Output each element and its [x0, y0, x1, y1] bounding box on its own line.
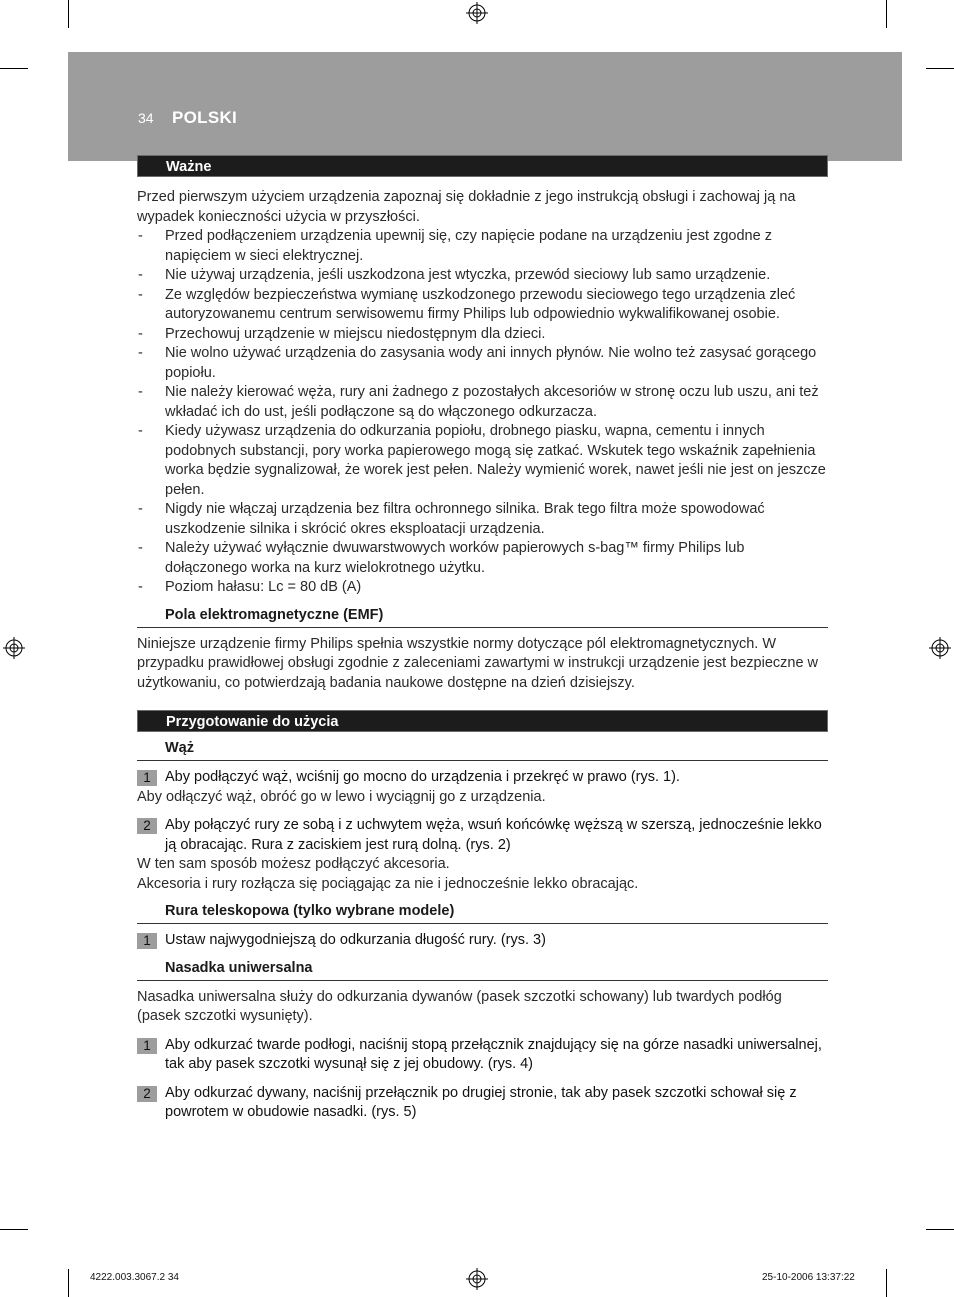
step-text: Aby odkurzać twarde podłogi, naciśnij stopą przełącznik znajdujący się na górze nasadki uniwersalnej, tak aby pasek szczotki wysunął się z jej obudowy. (rys. 4) — [165, 1036, 822, 1072]
list-item: - Nigdy nie włączaj urządzenia bez filtra ochronnego silnika. Brak tego filtra może spowodować uszkodzenie silnika i skrócić okres eksploatacji urządzenia. — [137, 500, 828, 539]
list-item: - Nie używaj urządzenia, jeśli uszkodzona jest wtyczka, przewód sieciowy lub samo urządzenie. — [137, 266, 828, 286]
step-note: Aby odłączyć wąż, obróć go w lewo i wyciągnij go z urządzenia. — [137, 788, 546, 805]
step-text: Aby odkurzać dywany, naciśnij przełącznik po drugiej stronie, tak aby pasek szczotki schował się z powrotem w obudowie nasadki. (rys. 5) — [165, 1084, 797, 1120]
crop-mark — [926, 68, 954, 69]
registration-mark-icon — [929, 637, 951, 659]
page-content — [137, 155, 828, 1123]
step-number: 1 — [137, 770, 157, 786]
list-item: - Ze względów bezpieczeństwa wymianę uszkodzonego przewodu sieciowego tego urządzenia zleć autoryzowanemu centrum serwisowemu firmy Philips lub odpowiednio wykwalifikowanej osobie. — [137, 286, 828, 325]
emf-text: Niniejsze urządzenie firmy Philips spełnia wszystkie normy dotyczące pól elektromagnetycznych. W przypadku prawidłowej obsługi zgodnie z zaleceniami zawartymi w instrukcji urządzenie jest bezpieczne w użytkowaniu, co potwierdzają badania naukowe dostępne na dzień dzisiejszy. — [137, 635, 819, 691]
header-band — [68, 52, 902, 161]
list-item: - Poziom hałasu: Lc = 80 dB (A) — [137, 578, 828, 598]
crop-mark — [886, 0, 887, 28]
wazne-bullet-list — [137, 227, 828, 598]
crop-mark — [68, 1269, 69, 1297]
list-item: - Przechowuj urządzenie w miejscu niedostępnym dla dzieci. — [137, 325, 828, 345]
step-note: Akcesoria i rury rozłącza się pociągając za nie i jednocześnie lekko obracając. — [137, 875, 639, 892]
subsection-title-rura: Rura teleskopowa (tylko wybrane modele) — [137, 902, 828, 924]
step-item — [137, 816, 828, 855]
step-item — [137, 931, 828, 951]
wazne-intro: Przed pierwszym użyciem urządzenia zapoznaj się dokładnie z jego instrukcją obsługi i zachowaj ją na wypadek konieczności użycia w przyszłości. — [137, 189, 796, 225]
step-number: 2 — [137, 818, 157, 834]
section-title-wazne: Ważne — [137, 155, 828, 177]
list-item: - Nie wolno używać urządzenia do zasysania wody ani innych płynów. Nie wolno też zasysać gorącego popiołu. — [137, 344, 828, 383]
subsection-title-nasadka: Nasadka uniwersalna — [137, 959, 828, 981]
crop-mark — [68, 0, 69, 28]
language-label: POLSKI — [172, 108, 238, 127]
nasadka-text: Nasadka uniwersalna służy do odkurzania dywanów (pasek szczotki schowany) lub twardych podłóg (pasek szczotki wysunięty). — [137, 988, 782, 1024]
registration-mark-icon — [3, 637, 25, 659]
crop-mark — [926, 1229, 954, 1230]
crop-mark — [886, 1269, 887, 1297]
list-item: - Nie należy kierować węża, rury ani żadnego z pozostałych akcesoriów w stronę oczu lub uszu, ani też wkładać ich do ust, jeśli podłączone są do włączonego odkurzacza. — [137, 383, 828, 422]
subsection-title-emf: Pola elektromagnetyczne (EMF) — [137, 606, 828, 628]
step-text: Aby podłączyć wąż, wciśnij go mocno do urządzenia i przekręć w prawo (rys. 1). — [165, 769, 680, 785]
list-item: - Przed podłączeniem urządzenia upewnij się, czy napięcie podane na urządzeniu jest zgodne z napięciem w sieci elektrycznej. — [137, 227, 828, 266]
step-number: 1 — [137, 1038, 157, 1054]
step-item — [137, 768, 828, 788]
footer-timestamp: 25-10-2006 13:37:22 — [762, 1272, 855, 1283]
list-item: - Należy używać wyłącznie dwuwarstwowych worków papierowych s-bag™ firmy Philips lub dołączonego worka na kurz wielokrotnego użytku. — [137, 539, 828, 578]
crop-mark — [0, 1229, 28, 1230]
page-number: 34 — [138, 110, 154, 126]
crop-mark — [0, 68, 28, 69]
section-title-przygotowanie: Przygotowanie do użycia — [137, 710, 828, 732]
step-text: Aby połączyć rury ze sobą i z uchwytem węża, wsuń końcówkę węższą w szerszą, jednocześnie lekko ją obracając. Rura z zaciskiem jest rurą dolną. (rys. 2) — [165, 817, 822, 853]
step-text: Ustaw najwygodniejszą do odkurzania długość rury. (rys. 3) — [165, 932, 546, 948]
step-item — [137, 1084, 828, 1123]
registration-mark-icon — [466, 2, 488, 24]
footer-doc-id: 4222.003.3067.2 34 — [90, 1272, 179, 1283]
step-number: 1 — [137, 933, 157, 949]
list-item: - Kiedy używasz urządzenia do odkurzania popiołu, drobnego piasku, wapna, cementu i innych podobnych substancji, pory worka papierowego mogą się zatkać. Wskutek tego wskaźnik zapełnienia worka będzie sygnalizował, że worek jest pełen. Należy wymienić worek, nawet jeśli nie jest on jeszcze pełen. — [137, 422, 828, 500]
registration-mark-icon — [466, 1268, 488, 1290]
subsection-title-waz: Wąż — [137, 739, 828, 761]
step-note: W ten sam sposób możesz podłączyć akcesoria. — [137, 856, 450, 872]
step-number: 2 — [137, 1086, 157, 1102]
step-item — [137, 1036, 828, 1075]
